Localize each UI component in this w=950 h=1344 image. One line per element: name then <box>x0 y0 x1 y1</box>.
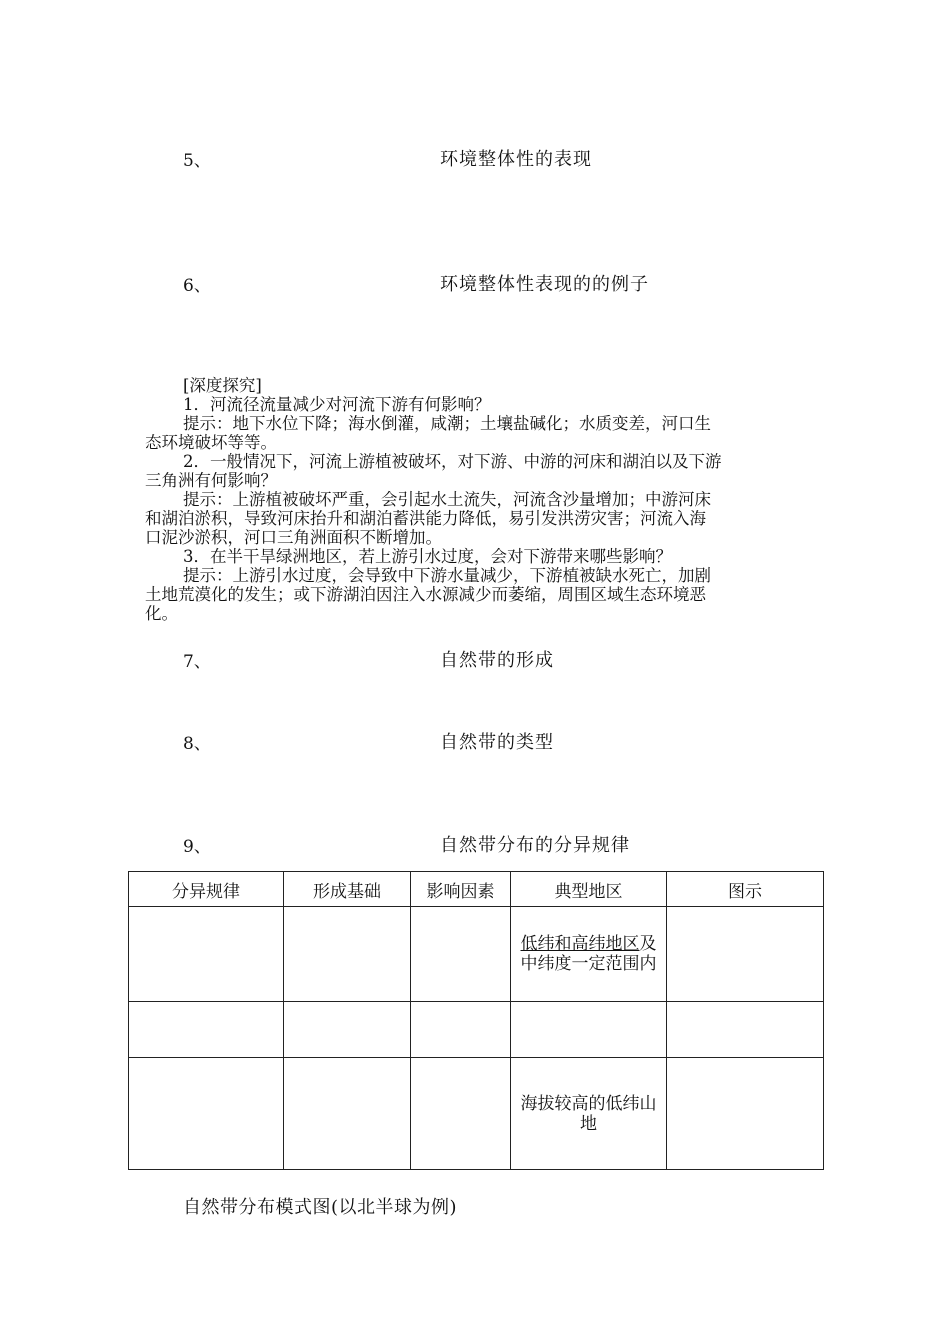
answer-1-line-2: 态环境破坏等等。 <box>145 433 277 452</box>
table-cell <box>129 1058 284 1170</box>
item-title-7: 自然带的形成 <box>440 650 554 671</box>
answer-3-line-3: 化。 <box>145 604 178 623</box>
item-title-8: 自然带的类型 <box>440 732 554 753</box>
table-header-row <box>129 872 824 907</box>
table-row <box>129 907 824 1002</box>
header-differentiation-law: 分异规律 <box>129 872 284 907</box>
item-number-9: 9、 <box>183 837 211 857</box>
table-cell <box>129 1002 284 1058</box>
question-3: 3．在半干旱绿洲地区，若上游引水过度，会对下游带来哪些影响？ <box>183 547 672 566</box>
answer-2-line-2: 和湖泊淤积，导致河床抬升和湖泊蓄洪能力降低，易引发洪涝灾害；河流入海 <box>145 509 706 528</box>
table-cell <box>284 907 411 1002</box>
table-cell <box>284 1058 411 1170</box>
item-number-8: 8、 <box>183 734 211 754</box>
region-underlined-text: 低纬和高纬地区 <box>520 934 640 954</box>
question-2-line-1: 2．一般情况下，河流上游植被破坏，对下游、中游的河床和湖泊以及下游 <box>183 452 722 471</box>
table-cell <box>511 1002 667 1058</box>
answer-2-line-3: 口泥沙淤积，河口三角洲面积不断增加。 <box>145 528 442 547</box>
figure-caption: 自然带分布模式图(以北半球为例) <box>183 1197 458 1218</box>
region-rest-text: 及中纬度一定范围内 <box>520 934 657 974</box>
header-influencing-factor: 影响因素 <box>411 872 511 907</box>
table-cell <box>129 907 284 1002</box>
table-cell <box>667 907 824 1002</box>
header-formation-basis: 形成基础 <box>284 872 411 907</box>
table-cell <box>667 1058 824 1170</box>
deep-inquiry-heading: [深度探究] <box>183 376 262 395</box>
header-diagram: 图示 <box>667 872 824 907</box>
table-cell <box>667 1002 824 1058</box>
region-text: 海拔较高的低纬山地 <box>520 1093 657 1134</box>
table-cell <box>411 1002 511 1058</box>
table-cell <box>411 1058 511 1170</box>
answer-3-line-1: 提示：上游引水过度，会导致中下游水量减少，下游植被缺水死亡，加剧 <box>183 566 711 585</box>
deep-inquiry-section <box>145 376 807 623</box>
answer-1-line-1: 提示：地下水位下降；海水倒灌，咸潮；土壤盐碱化；水质变差，河口生 <box>183 414 711 433</box>
table-row <box>129 1002 824 1058</box>
header-typical-region: 典型地区 <box>511 872 667 907</box>
typical-region-cell-3 <box>511 1058 667 1170</box>
item-number-6: 6、 <box>183 276 211 296</box>
question-1: 1．河流径流量减少对河流下游有何影响？ <box>183 395 491 414</box>
item-title-9: 自然带分布的分异规律 <box>440 835 630 856</box>
item-title-6: 环境整体性表现的的例子 <box>440 274 649 295</box>
zonation-table <box>128 871 824 1170</box>
table-row <box>129 1058 824 1170</box>
table-cell <box>411 907 511 1002</box>
answer-2-line-1: 提示：上游植被破坏严重，会引起水土流失，河流含沙量增加；中游河床 <box>183 490 711 509</box>
typical-region-cell-1 <box>511 907 667 1002</box>
answer-3-line-2: 土地荒漠化的发生；或下游湖泊因注入水源减少而萎缩，周围区域生态环境恶 <box>145 585 706 604</box>
question-2-line-2: 三角洲有何影响？ <box>145 471 277 490</box>
item-number-7: 7、 <box>183 652 211 672</box>
table-cell <box>284 1002 411 1058</box>
item-number-5: 5、 <box>183 151 211 171</box>
item-title-5: 环境整体性的表现 <box>440 149 592 170</box>
